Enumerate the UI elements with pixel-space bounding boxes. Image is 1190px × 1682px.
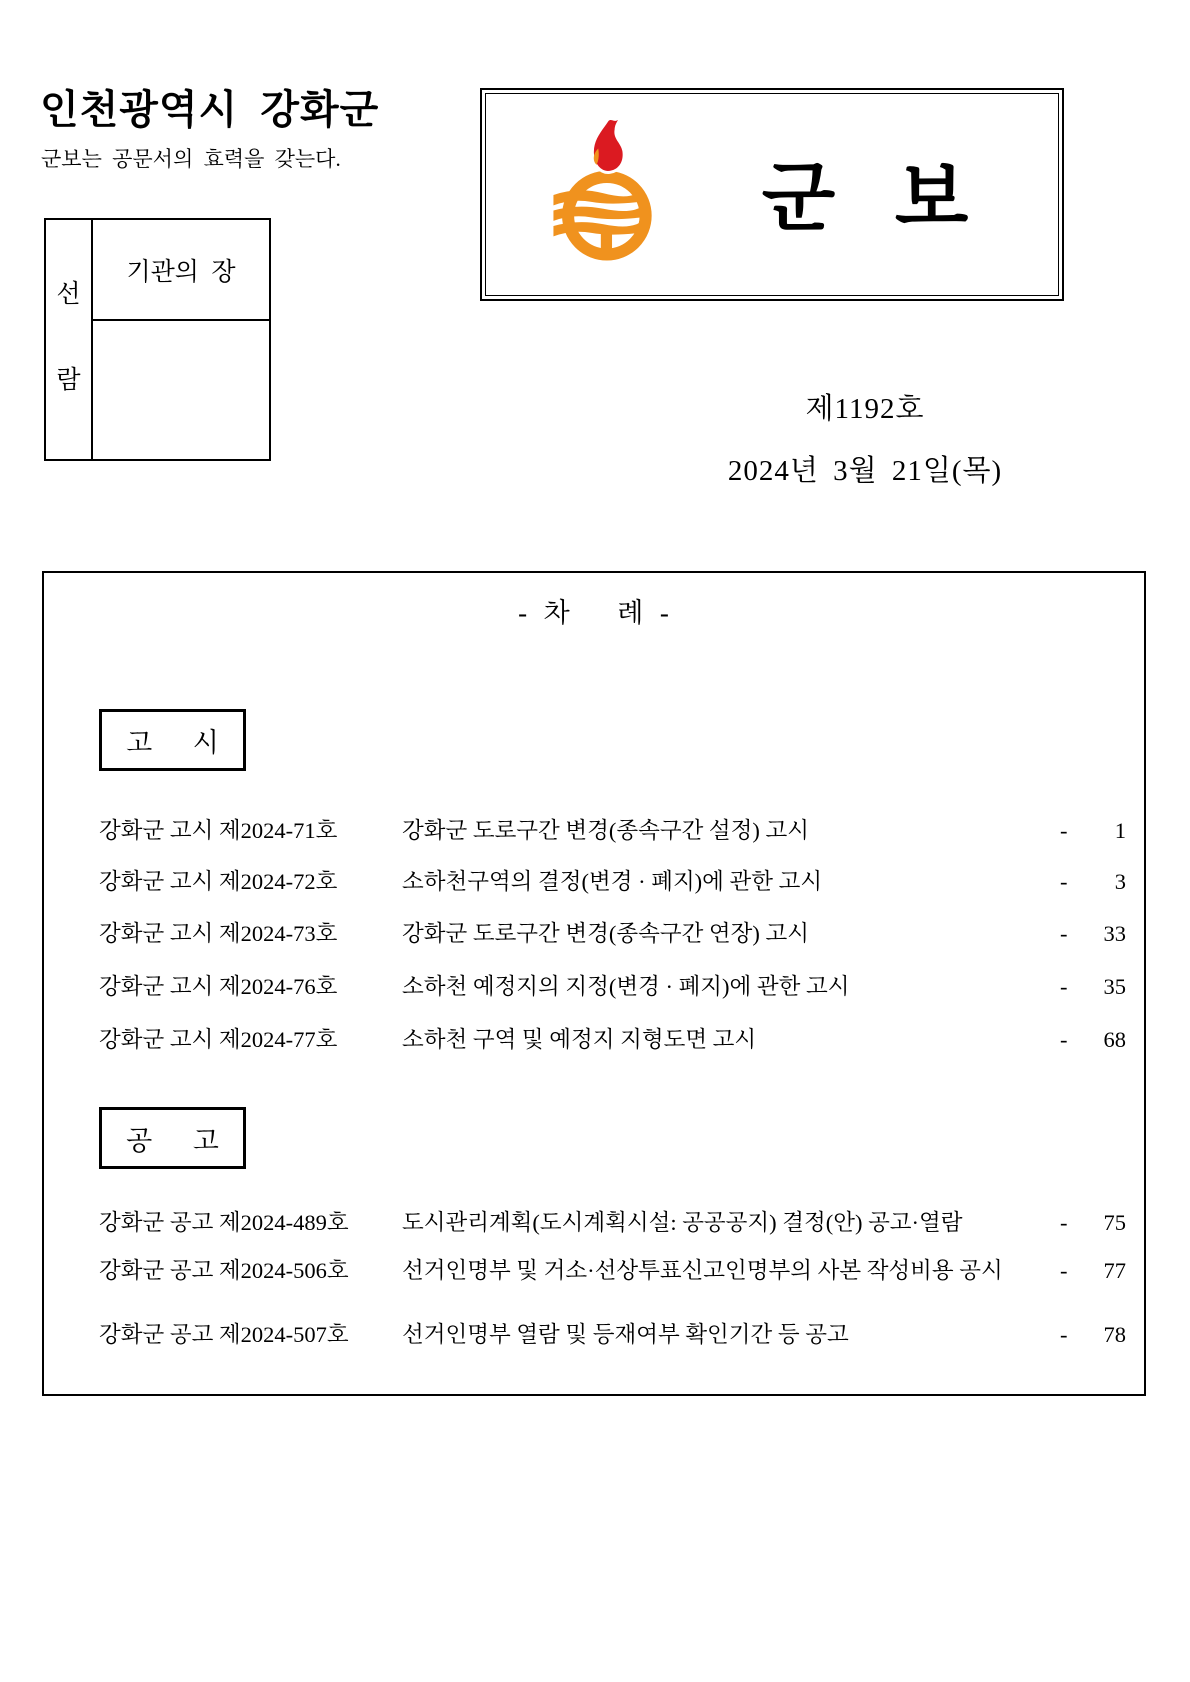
page-number: 78 xyxy=(1103,1322,1126,1347)
page-dash: - xyxy=(1060,1258,1068,1283)
section-label-gosi: 고 시 xyxy=(99,709,246,771)
page-number: 1 xyxy=(1114,818,1126,843)
approval-table xyxy=(44,218,271,461)
toc-heading: - 차 례 - xyxy=(518,598,670,628)
doc-number: 강화군 고시 제2024-76호 xyxy=(99,974,338,999)
gazette-char-1: 군 xyxy=(761,155,836,241)
gazette-motto: 군보는 공문서의 효력을 갖는다. xyxy=(41,147,341,171)
item-title: 도시관리계획(도시계획시설: 공공공지) 결정(안) 공고·열람 xyxy=(402,1210,963,1235)
page-dash: - xyxy=(1060,869,1068,894)
page-number: 3 xyxy=(1114,869,1126,894)
approval-head-cell: 기관의 장 xyxy=(93,220,269,321)
issue-number: 제1192호 xyxy=(805,393,925,425)
toc-item-row xyxy=(99,916,1126,951)
toc-item-row xyxy=(99,1317,1126,1352)
page-number: 35 xyxy=(1103,974,1126,999)
page-dash: - xyxy=(1060,818,1068,843)
emblem-svg xyxy=(550,111,662,279)
approval-side-label xyxy=(46,220,93,459)
doc-number: 강화군 고시 제2024-73호 xyxy=(99,921,338,946)
toc-item-row xyxy=(99,1022,1126,1057)
doc-number: 강화군 공고 제2024-506호 xyxy=(99,1258,349,1283)
issue-date: 2024년 3월 21일(목) xyxy=(727,455,1003,487)
organization-title: 인천광역시 강화군 xyxy=(40,88,380,132)
page-number: 33 xyxy=(1103,921,1126,946)
item-title: 소하천 예정지의 지정(변경 · 폐지)에 관한 고시 xyxy=(402,974,850,999)
approval-side-char-1: 선 xyxy=(56,280,81,308)
doc-number: 강화군 고시 제2024-71호 xyxy=(99,818,338,843)
toc-item-row xyxy=(99,969,1126,1004)
masthead-inner-border xyxy=(485,93,1059,296)
page-dash: - xyxy=(1060,1027,1068,1052)
doc-number: 강화군 공고 제2024-489호 xyxy=(99,1210,349,1235)
doc-number: 강화군 고시 제2024-72호 xyxy=(99,869,338,894)
page-number: 68 xyxy=(1103,1027,1126,1052)
county-emblem-icon xyxy=(550,111,662,279)
item-title: 선거인명부 열람 및 등재여부 확인기간 등 공고 xyxy=(402,1322,849,1347)
masthead-box xyxy=(480,88,1064,301)
page-dash: - xyxy=(1060,1322,1068,1347)
item-title: 강화군 도로구간 변경(종속구간 연장) 고시 xyxy=(402,921,809,946)
page-dash: - xyxy=(1060,1210,1068,1235)
page-number: 77 xyxy=(1103,1258,1126,1283)
page-number: 75 xyxy=(1103,1210,1126,1235)
item-title: 소하천구역의 결정(변경 · 폐지)에 관한 고시 xyxy=(402,869,823,894)
page-dash: - xyxy=(1060,974,1068,999)
approval-cells xyxy=(93,220,269,459)
toc-item-row xyxy=(99,813,1126,848)
doc-number: 강화군 고시 제2024-77호 xyxy=(99,1027,338,1052)
page-dash: - xyxy=(1060,921,1068,946)
gazette-title xyxy=(662,155,1058,241)
approval-side-char-2: 람 xyxy=(56,366,81,394)
item-title: 강화군 도로구간 변경(종속구간 설정) 고시 xyxy=(402,818,809,843)
toc-item-row xyxy=(99,1253,1126,1288)
approval-signature-cell xyxy=(93,321,269,459)
item-title: 선거인명부 및 거소·선상투표신고인명부의 사본 작성비용 공시 xyxy=(402,1258,1003,1283)
gazette-char-2: 보 xyxy=(894,155,969,241)
doc-number: 강화군 공고 제2024-507호 xyxy=(99,1322,349,1347)
toc-item-row xyxy=(99,864,1126,899)
toc-box xyxy=(42,571,1146,1396)
section-label-gonggo: 공 고 xyxy=(99,1107,246,1169)
item-title: 소하천 구역 및 예정지 지형도면 고시 xyxy=(402,1027,757,1052)
toc-item-row xyxy=(99,1205,1126,1240)
